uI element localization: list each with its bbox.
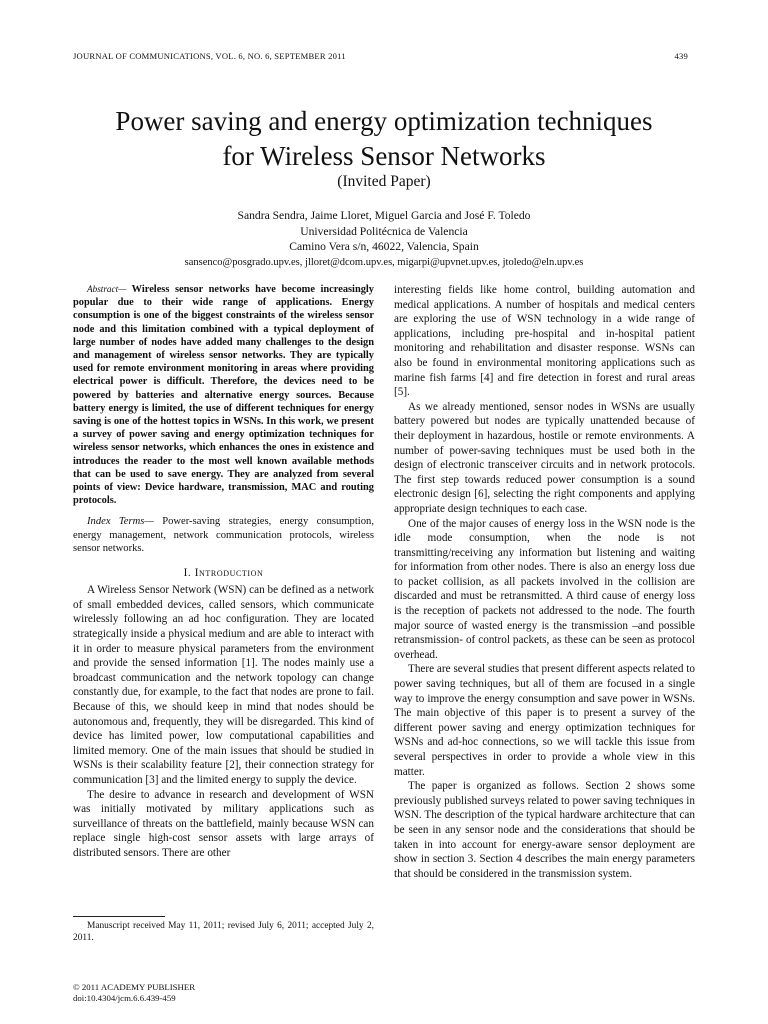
section-heading: I. Introduction [183, 566, 264, 579]
copyright-line: © 2011 ACADEMY PUBLISHER [73, 982, 196, 992]
author-emails: sansenco@posgrado.upv.es, jlloret@dcom.upv.es, migarpi@upvnet.upv.es, jtoledo@eln.upv.es [184, 256, 584, 268]
page-number: 439 [674, 51, 688, 61]
footnote-divider [73, 916, 165, 917]
right-column [394, 283, 695, 881]
running-header [73, 51, 688, 65]
footnote: Manuscript received May 11, 2011; revised July 6, 2011; accepted July 2, 2011. [73, 921, 374, 944]
author-names: Sandra Sendra, Jaime Lloret, Miguel Garcia and José F. Toledo [237, 209, 531, 222]
index-terms-label: Index Terms— [87, 516, 154, 528]
title-line-2: for Wireless Sensor Networks [222, 141, 546, 171]
left-column [73, 283, 374, 861]
right-paragraph-5: The paper is organized as follows. Section 2 shows some previously published surveys related to power saving techniques in WSN. The description of the typical hardware architecture that can be seen in any sensor node and the considerations that should be taken in into account for energy-aware sensor deployment are show in section 3. Section 4 describes the main energy parameters that should be considered in the transmission system. [394, 780, 695, 880]
paper-title [40, 104, 728, 174]
index-terms [73, 515, 374, 555]
index-terms-text: Power-saving strategies, energy consumption, energy management, network communication protocols, wireless sensor networks. [73, 516, 374, 555]
right-paragraph-2: As we already mentioned, sensor nodes in WSNs are usually battery powered but nodes are typically unattended because of their deployment in hazardous, hostile or remote environments. A number of power-saving techniques must be used both in the design of electronic transceiver circuits and in network protocols. The first step towards reduced power consumption is a sound electronic design [6], selecting the right components and applying appropriate design techniques to each case. [394, 400, 695, 515]
right-paragraph-3: One of the major causes of energy loss in the WSN node is the idle mode consumption, when the node is not transmitting/receiving any information but listening and waiting for information from other nodes. There is also an energy loss due to packet collision, as all packets involved in the collision are discarded and must be retransmitted. A third cause of energy loss is the reception of packets not addressed to the node. The fourth major source of wasted energy is the transmission –and possible retransmission- of control packets, as these can be seen as protocol overhead. [394, 517, 695, 661]
right-paragraph-4: There are several studies that present different aspects related to power saving techniques, but all of them are focused in a single way to improve the energy consumption and save power in WSNs. The main objective of this paper is to present a survey of the different power saving and energy optimization techniques for WSNs and ad-hoc connections, so we will tackle this issue from several perspectives in order to provide a whole view in this matter. [394, 663, 695, 778]
affiliation: Universidad Politécnica de Valencia [300, 224, 468, 238]
intro-paragraph-2: The desire to advance in research and development of WSN was initially motivated by military applications such as surveillance of threats on the battlefield, mainly because WSN can replace single high-cost sensor assets with large arrays of distributed sensors. There are other [73, 788, 374, 859]
copyright-block [73, 982, 195, 1004]
right-paragraph-1: interesting fields like home control, building automation and medical applications. A number of hospitals and medical centers are exploring the use of WSN technology in a wide range of applications, including pre-hospital and in-hospital patient monitoring and rehabilitation and disaster response. WSNs can also be found in environmental monitoring applications such as marine fish farms [4] and fire detection in forest and rural areas [5]. [394, 284, 695, 399]
doi-line: doi:10.4304/jcm.6.6.439-459 [73, 993, 176, 1003]
paper-subtitle: (Invited Paper) [337, 173, 431, 190]
address: Camino Vera s/n, 46022, Valencia, Spain [289, 240, 479, 253]
intro-paragraph-1: A Wireless Sensor Network (WSN) can be defined as a network of small embedded devices, called sensors, which communicate wirelessly following an ad hoc configuration. They are located strategically inside a physical medium and are able to interact with it in order to measure physical parameters from the environment and provide the sensed information [1]. The nodes mainly use a broadcast communication and the network topology can change constantly due, for example, to the fact that nodes are prone to fail. Because of this, we should keep in mind that nodes should be autonomous and, frequently, they will be disregarded. This kind of device has limited power, low computational capabilities and limited memory. One of the main issues that should be studied in WSNs is their scalability feature [2], their connection strategy for communication [3] and the limited energy to supply the device. [73, 584, 374, 786]
author-block [40, 208, 728, 270]
journal-name: JOURNAL OF COMMUNICATIONS, VOL. 6, NO. 6, SEPTEMBER 2011 [73, 51, 346, 61]
abstract-text: Wireless sensor networks have become increasingly popular due to their wide range of applications. Energy consumption is one of the biggest constraints of the wireless sensor node and this limitation combined with a typical deployment of large number of nodes have added many challenges to the design and management of wireless sensor networks. They are typically used for remote environment monitoring in areas where providing electrical power is difficult. Therefore, the devices need to be powered by batteries and alternative energy sources. Because battery energy is limited, the use of different techniques for energy saving is one of the hottest topics in WSNs. In this work, we present a survey of power saving and energy optimization techniques for wireless sensor networks, which enhances the ones in existence and introduces the reader to the most well known available methods that can be used to save energy. They are analyzed from several points of view: Device hardware, transmission, MAC and routing protocols. [73, 284, 374, 507]
abstract [73, 283, 374, 507]
abstract-label: Abstract— [87, 284, 127, 294]
title-line-1: Power saving and energy optimization techniques [115, 106, 653, 136]
